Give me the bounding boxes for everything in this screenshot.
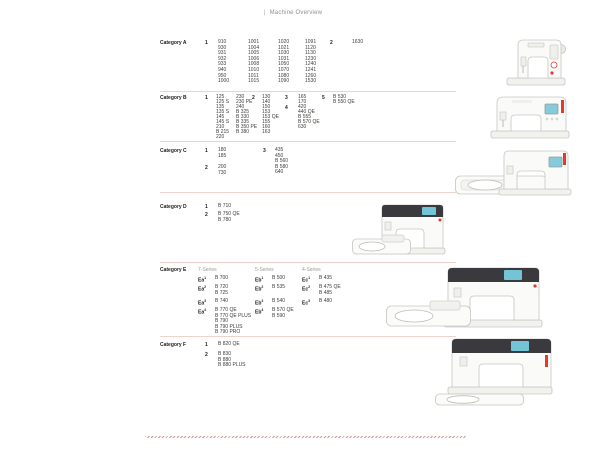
model-number: B 590 <box>272 312 286 319</box>
model-column <box>305 40 316 85</box>
model-number: B 580 <box>275 163 289 170</box>
model-number: B 380 <box>236 129 250 135</box>
model-number: 1008 <box>248 61 260 68</box>
model-column <box>215 308 251 336</box>
model-column <box>272 285 285 291</box>
machine-code: Eb$^1$ <box>255 276 264 284</box>
decorative-stitch-line <box>145 436 467 438</box>
model-number: 1120 <box>305 44 316 51</box>
model-number: 930 <box>218 44 227 51</box>
model-column <box>319 276 332 282</box>
model-column <box>272 299 285 305</box>
model-number: 145 S <box>216 119 230 125</box>
model-number: B 780 <box>218 216 232 223</box>
model-number: B 830 <box>218 351 232 357</box>
model-number: B 570 QE <box>272 307 294 313</box>
model-number: B 485 <box>319 289 333 296</box>
model-number: B 770 QE <box>215 307 237 313</box>
model-number: 155 <box>262 119 271 125</box>
model-number: B 350 PE <box>236 124 258 130</box>
longarm-sewing-machine-with-embroidery-module-icon <box>435 337 555 407</box>
model-number: B 215 <box>216 129 230 135</box>
model-number: 135 S <box>216 109 230 115</box>
model-number: B 790 PRO <box>215 329 241 336</box>
model-number: B 710 <box>218 203 232 209</box>
model-number: B 820 QE <box>218 341 240 347</box>
model-number: 1070 <box>278 66 290 73</box>
machine-code-superscript: 3 <box>261 299 264 303</box>
group-number: 2 <box>205 212 208 218</box>
group-number: 1 <box>205 40 208 46</box>
model-column <box>218 212 240 223</box>
separator-line <box>160 91 456 92</box>
machine-code: Ea$^3$ <box>198 299 207 307</box>
model-number: 1090 <box>278 78 290 85</box>
group-number: 4 <box>285 105 288 111</box>
group-number: 2 <box>252 95 255 101</box>
machine-code: Eb$^4$ <box>255 308 264 316</box>
category-d-section <box>0 204 610 244</box>
model-column <box>275 148 288 176</box>
model-column <box>215 285 228 296</box>
model-number: 435 <box>275 147 284 153</box>
model-number: 150 <box>262 104 271 110</box>
machine-image-category-a <box>505 37 567 87</box>
model-number: 1260 <box>305 72 317 79</box>
model-number: B 790 PLUS <box>215 323 243 330</box>
model-column <box>236 95 257 135</box>
model-column <box>218 148 226 159</box>
model-number: B 540 <box>272 298 286 304</box>
model-number: B 700 <box>215 275 229 281</box>
model-number: 1130 <box>305 50 316 57</box>
series-header: 5-Series <box>255 267 274 273</box>
machine-code-superscript: 1 <box>308 276 311 280</box>
separator-line <box>160 192 456 193</box>
model-number: 153 QE <box>262 114 279 120</box>
machine-code-superscript: 3 <box>308 299 311 303</box>
model-number: 1015 <box>248 78 260 85</box>
machine-code-superscript: 2 <box>204 285 207 289</box>
model-number: 170 <box>298 99 307 105</box>
separator-line <box>160 336 456 337</box>
model-number: 145 <box>216 114 225 120</box>
model-number: B 770 QE PLUS <box>215 312 252 319</box>
model-number: 140 <box>262 99 271 105</box>
model-number: 1020 <box>278 39 290 45</box>
model-number: 440 QE <box>298 109 315 115</box>
model-number: 1011 <box>248 72 259 79</box>
model-number: B 325 <box>236 109 250 115</box>
model-column <box>218 342 240 348</box>
series-header: 4-Series <box>302 267 321 273</box>
model-number: 210 <box>216 124 225 130</box>
model-column <box>218 165 226 176</box>
machine-image-category-d <box>352 202 447 258</box>
model-number: 240 <box>236 104 245 110</box>
model-number: 153 <box>262 109 271 115</box>
model-column <box>215 299 228 305</box>
category-label: Category B <box>160 95 187 101</box>
model-number: 730 <box>218 169 227 176</box>
model-number: B 740 <box>215 298 229 304</box>
machine-code-superscript: 2 <box>261 285 264 289</box>
model-number: B 500 <box>272 275 286 281</box>
model-number: 1005 <box>248 50 260 57</box>
model-number: 165 <box>298 94 307 100</box>
sewing-machine-with-embroidery-module-icon <box>455 147 573 197</box>
machine-code-superscript: 1 <box>261 276 264 280</box>
model-column <box>215 276 228 282</box>
model-number: 1240 <box>305 61 317 68</box>
model-column <box>319 299 332 305</box>
model-number: 1004 <box>248 44 260 51</box>
model-number: B 560 <box>275 158 289 165</box>
model-number: B 475 QE <box>319 284 341 290</box>
machine-image-category-b <box>488 94 572 140</box>
group-number: 2 <box>205 352 208 358</box>
model-column <box>262 95 279 135</box>
model-number: 1030 <box>278 50 290 57</box>
model-number: 910 <box>218 39 227 45</box>
model-number: 1001 <box>248 39 260 45</box>
machine-image-category-e <box>386 264 546 334</box>
model-number: B 480 <box>319 298 333 304</box>
machine-code: Ec$^2$ <box>302 285 311 293</box>
group-number: 2 <box>330 40 333 46</box>
model-column <box>298 105 320 130</box>
page-title: Machine Overview <box>269 10 323 16</box>
model-number: 450 <box>275 152 284 159</box>
series-header: 7-Series <box>198 267 217 273</box>
machine-code-superscript: 4 <box>204 308 207 312</box>
model-number: 1091 <box>305 39 317 45</box>
model-number: 163 <box>262 129 271 135</box>
model-column <box>319 285 341 296</box>
model-number: 125 S <box>216 99 230 105</box>
model-number: 1031 <box>278 55 290 62</box>
model-number: 160 <box>262 124 271 130</box>
model-number: B 550 QE <box>333 99 355 105</box>
model-number: B 720 <box>215 284 229 290</box>
model-number: B 435 <box>319 275 333 281</box>
group-number: 3 <box>285 95 288 101</box>
computerized-sewing-machine-icon <box>488 94 572 140</box>
model-number: 130 <box>262 94 271 100</box>
model-number: B 750 QE <box>218 211 240 217</box>
group-number: 2 <box>205 165 208 171</box>
model-number: 125 <box>216 94 225 100</box>
model-number: 185 <box>218 152 227 159</box>
model-number: 1080 <box>278 72 290 79</box>
model-column <box>278 40 289 85</box>
model-number: B 880 PLUS <box>218 362 246 369</box>
model-number: 1230 <box>305 55 317 62</box>
category-label: Category D <box>160 204 187 210</box>
mechanical-sewing-machine-icon <box>505 37 567 87</box>
separator-line <box>160 141 456 142</box>
separator-line <box>160 262 456 263</box>
machine-code: Ec$^3$ <box>302 299 311 307</box>
model-number: B 330 <box>236 114 250 120</box>
machine-image-category-c <box>455 147 573 197</box>
model-number: 200 <box>218 164 227 170</box>
model-number: 230 <box>236 94 245 100</box>
model-number: 630 <box>298 124 307 130</box>
model-number: B 555 <box>298 114 312 120</box>
category-label: Category C <box>160 148 187 154</box>
group-number: 1 <box>205 95 208 101</box>
model-number: B 535 <box>272 284 286 290</box>
model-number: 1630 <box>352 39 364 45</box>
machine-image-category-f <box>435 337 555 407</box>
model-number: B 530 <box>333 94 347 100</box>
category-label: Category E <box>160 267 187 273</box>
model-column <box>218 204 231 210</box>
machine-code: Ea$^4$ <box>198 308 207 316</box>
model-column <box>272 276 285 282</box>
category-label: Category F <box>160 342 187 348</box>
machine-code-superscript: 1 <box>204 276 207 280</box>
machine-code: Ea$^1$ <box>198 276 207 284</box>
model-column <box>248 40 259 85</box>
model-number: 950 <box>218 72 227 79</box>
model-number: B 335 <box>236 119 250 125</box>
category-label: Category A <box>160 40 187 46</box>
model-number: 230 PE <box>236 99 253 105</box>
group-number: 1 <box>205 148 208 154</box>
model-number: B 570 QE <box>298 119 320 125</box>
model-column <box>272 308 294 319</box>
model-number: 220 <box>216 134 225 140</box>
model-number: B 880 <box>218 356 232 363</box>
model-number: 940 <box>218 66 227 73</box>
machine-code: Eb$^2$ <box>255 285 264 293</box>
machine-code: Eb$^3$ <box>255 299 264 307</box>
header-separator-bar: | <box>263 10 266 16</box>
model-column <box>333 95 355 105</box>
machine-code-superscript: 2 <box>308 285 311 289</box>
model-number: 420 <box>298 104 307 110</box>
page-header <box>0 10 586 16</box>
machine-code-superscript: 4 <box>261 308 264 312</box>
model-number: 1530 <box>305 78 317 85</box>
model-number: 932 <box>218 55 227 62</box>
model-column <box>218 352 246 369</box>
group-number: 1 <box>205 342 208 348</box>
machine-code: Ea$^2$ <box>198 285 207 293</box>
group-number: 5 <box>322 95 325 101</box>
model-number: 180 <box>218 147 227 153</box>
sewing-machine-with-embroidery-module-icon <box>352 202 447 258</box>
model-number: B 725 <box>215 289 229 296</box>
sewing-machine-with-embroidery-module-icon <box>386 264 546 334</box>
model-number: 1021 <box>278 44 290 51</box>
model-number: 1010 <box>248 66 260 73</box>
machine-code: Ec$^1$ <box>302 276 311 284</box>
model-number: 1050 <box>278 61 290 68</box>
model-number: 1000 <box>218 78 230 85</box>
machine-code-superscript: 3 <box>204 299 207 303</box>
model-number: 931 <box>218 50 227 57</box>
model-column <box>216 95 229 140</box>
model-number: 1241 <box>305 66 317 73</box>
model-number: B 790 <box>215 318 229 325</box>
model-number: 135 <box>216 104 225 110</box>
group-number: 3 <box>263 148 266 154</box>
group-number: 1 <box>205 204 208 210</box>
model-number: 640 <box>275 169 284 176</box>
model-number: 1006 <box>248 55 260 62</box>
model-column <box>352 40 363 46</box>
model-number: 933 <box>218 61 227 68</box>
model-column <box>218 40 229 85</box>
